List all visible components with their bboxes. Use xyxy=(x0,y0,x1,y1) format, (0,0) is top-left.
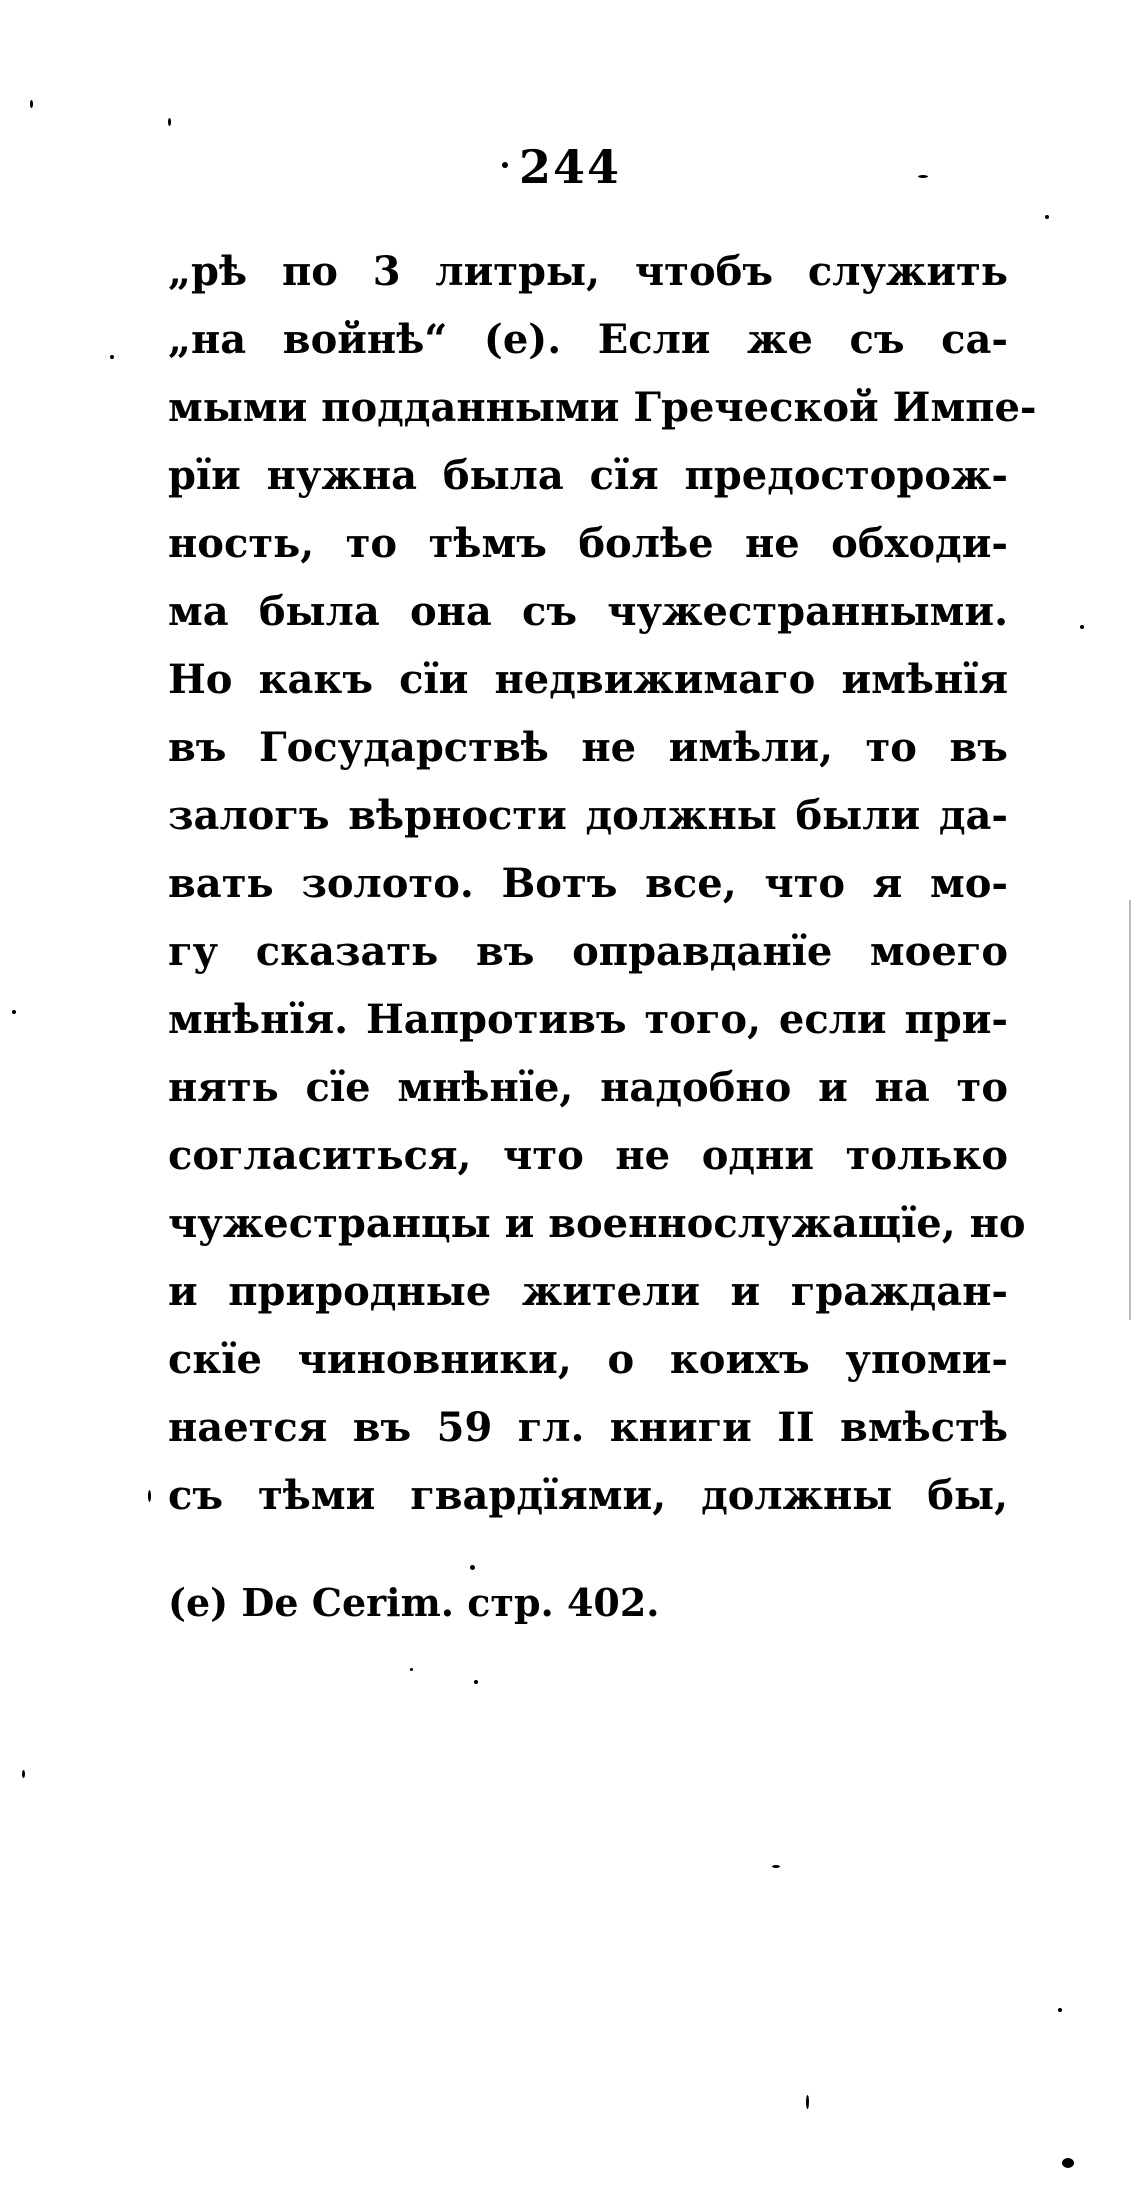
scan-speck xyxy=(470,1565,475,1570)
page-edge-shadow xyxy=(1129,900,1131,1320)
text-line: съ тѣми гвардїями, должны бы, xyxy=(168,1472,1008,1519)
text-line: вать золото. Вотъ все, что я мо- xyxy=(168,860,1008,907)
scan-speck xyxy=(110,355,114,359)
text-line: „на войнѣ“ (е). Если же съ са- xyxy=(168,316,1008,363)
text-line: въ Государствѣ не имѣли, то въ xyxy=(168,724,1008,771)
scan-speck xyxy=(918,175,928,178)
body-text xyxy=(168,238,1037,1530)
text-line: согласиться, что не одни только xyxy=(168,1132,1008,1179)
text-line: мыми подданными Греческой Импе- xyxy=(168,384,1037,431)
scan-speck xyxy=(148,1490,151,1502)
page-number: 244 xyxy=(518,140,622,194)
scan-speck xyxy=(1058,2008,1062,2012)
footnote: (е) De Cerim. стр. 402. xyxy=(168,1580,660,1625)
scan-speck xyxy=(22,1770,25,1778)
text-line: и природные жители и граждан- xyxy=(168,1268,1008,1315)
text-line: рїи нужна была сїя предосторож- xyxy=(168,452,1008,499)
scan-speck xyxy=(1045,215,1049,219)
text-line: ма была она съ чужестранными. xyxy=(168,588,1008,635)
scan-speck xyxy=(772,1865,780,1868)
text-line: нается въ 59 гл. книги II вмѣстѣ xyxy=(168,1404,1008,1451)
scan-speck xyxy=(474,1680,478,1684)
text-line: Но какъ сїи недвижимаго имѣнїя xyxy=(168,656,1008,703)
scan-speck xyxy=(1080,625,1084,629)
scan-speck xyxy=(30,100,33,108)
text-line: скїе чиновники, о коихъ упоми- xyxy=(168,1336,1008,1383)
scan-speck xyxy=(1062,2158,1074,2168)
scan-speck xyxy=(410,1668,413,1671)
text-line: „рѣ по 3 литры, чтобъ служить xyxy=(168,248,1008,295)
scan-speck xyxy=(806,2095,809,2109)
text-line: гу сказать въ оправданїе моего xyxy=(168,928,1008,975)
scan-speck xyxy=(12,1010,16,1014)
scan-speck xyxy=(168,118,171,126)
text-line: чужестранцы и военнослужащїе, но xyxy=(168,1200,1026,1247)
text-line: залогъ вѣрности должны были да- xyxy=(168,792,1008,839)
text-line: нять сїе мнѣнїе, надобно и на то xyxy=(168,1064,1008,1111)
text-line: ность, то тѣмъ болѣе не обходи- xyxy=(168,520,1008,567)
text-line: мнѣнїя. Напротивъ того, если при- xyxy=(168,996,1008,1043)
scan-speck xyxy=(502,162,508,168)
